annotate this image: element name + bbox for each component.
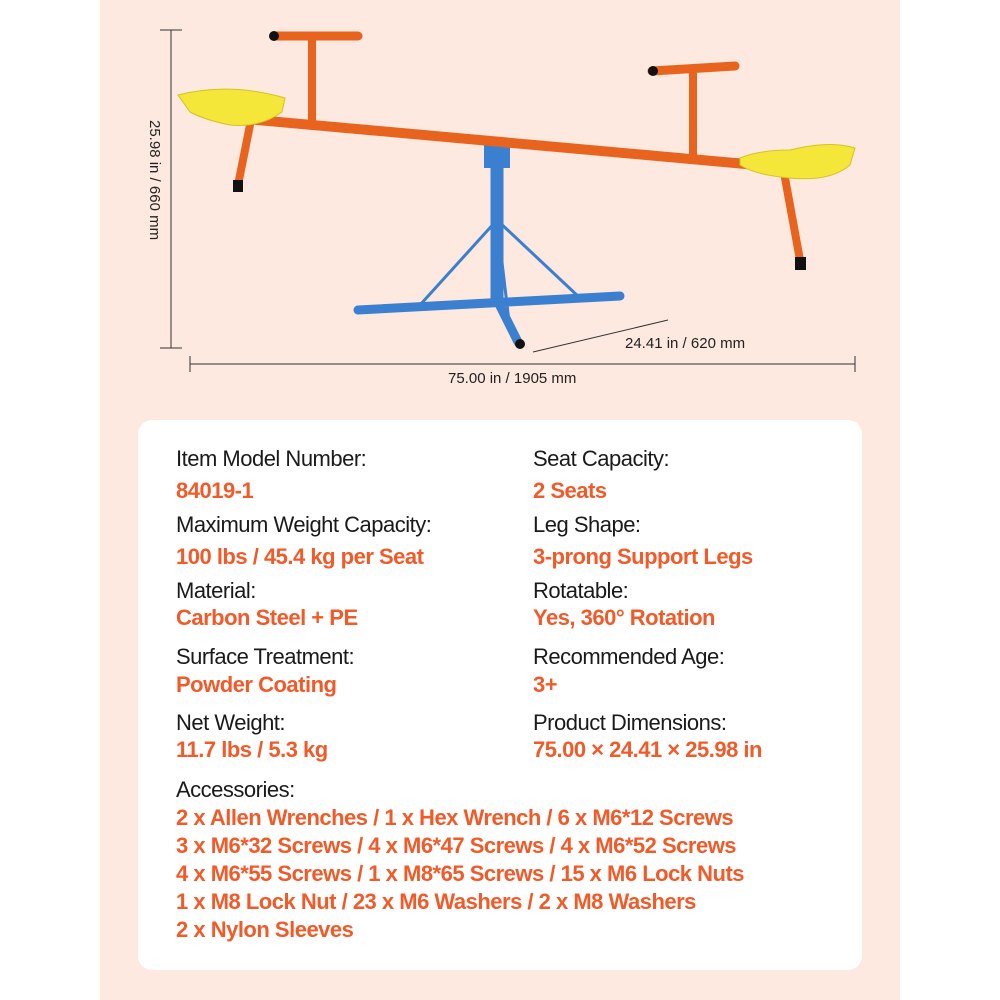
spec-value: 3-prong Support Legs	[533, 544, 753, 569]
spec-value: Powder Coating	[176, 672, 337, 697]
spec-value: 84019-1	[176, 478, 254, 503]
spec-label: Maximum Weight Capacity:	[176, 512, 432, 537]
spec-value: 100 lbs / 45.4 kg per Seat	[176, 544, 424, 569]
spec-label: Recommended Age:	[533, 644, 725, 669]
spec-label: Product Dimensions:	[533, 710, 727, 735]
specs-card	[138, 420, 862, 970]
spec-label: Surface Treatment:	[176, 644, 355, 669]
accessory-line: 3 x M6*32 Screws / 4 x M6*47 Screws / 4 x M6*52 Screws	[176, 833, 737, 858]
spec-label: Net Weight:	[176, 710, 286, 735]
width-dimension: 24.41 in / 620 mm	[625, 335, 746, 352]
accessory-line: 2 x Nylon Sleeves	[176, 917, 354, 942]
spec-value: 75.00 × 24.41 × 25.98 in	[533, 737, 762, 762]
spec-value: Carbon Steel + PE	[176, 605, 358, 630]
spec-value: 2 Seats	[533, 478, 607, 503]
accessories-label: Accessories:	[176, 777, 295, 802]
spec-label: Leg Shape:	[533, 512, 641, 537]
height-dimension: 25.98 in / 660 mm	[146, 120, 163, 241]
spec-label: Rotatable:	[533, 578, 629, 603]
accessory-line: 2 x Allen Wrenches / 1 x Hex Wrench / 6 x M6*12 Screws	[176, 805, 734, 830]
spec-value: Yes, 360° Rotation	[533, 605, 715, 630]
accessory-line: 1 x M8 Lock Nut / 23 x M6 Washers / 2 x M8 Washers	[176, 889, 696, 914]
spec-value: 3+	[533, 672, 558, 697]
accessory-line: 4 x M6*55 Screws / 1 x M8*65 Screws / 15 x M6 Lock Nuts	[176, 861, 745, 886]
length-dimension: 75.00 in / 1905 mm	[448, 370, 577, 387]
spec-value: 11.7 lbs / 5.3 kg	[176, 737, 328, 762]
spec-label: Seat Capacity:	[533, 446, 670, 471]
spec-label: Material:	[176, 578, 256, 603]
spec-label: Item Model Number:	[176, 446, 367, 471]
